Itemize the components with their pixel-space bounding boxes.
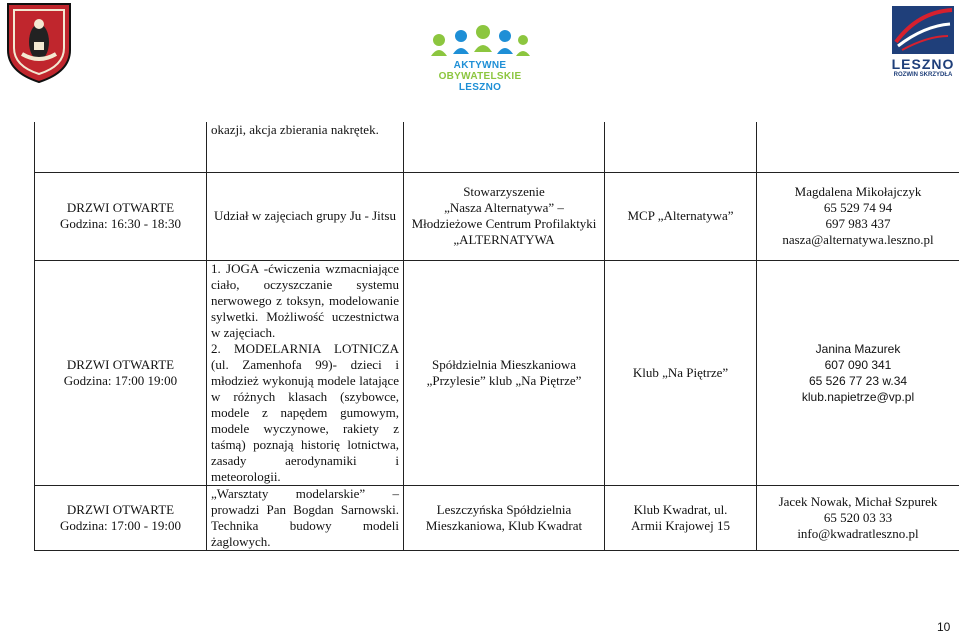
- contact-name: Janina Mazurek: [815, 341, 901, 356]
- contact-name: Magdalena Mikołajczyk: [794, 184, 922, 199]
- place-line: Armii Krajowej 15: [631, 517, 730, 533]
- organizer-line: Mieszkaniowa, Klub Kwadrat: [425, 517, 583, 533]
- time-label: DRZWI OTWARTE: [66, 200, 175, 215]
- schedule-table: [34, 122, 959, 551]
- organizer-line: „Przylesie” klub „Na Piętrze”: [426, 372, 582, 388]
- contact-phone: 697 983 437: [825, 216, 891, 231]
- activity-cell: „Warsztaty modelarskie” – prowadzi Pan Bogdan Sarnowski. Technika budowy modeli żaglowych.: [207, 485, 404, 550]
- organizer-line: Stowarzyszenie: [463, 184, 545, 199]
- contact-name: Jacek Nowak, Michał Szpurek: [778, 493, 938, 509]
- page-number: 10: [937, 620, 951, 634]
- ao-people-icon: [425, 22, 535, 60]
- contact-phone: 65 529 74 94: [823, 200, 893, 215]
- contact-email: nasza@alternatywa.leszno.pl: [782, 232, 934, 247]
- time-label: DRZWI OTWARTE: [66, 356, 175, 372]
- ao-logo-line2: OBYWATELSKIE: [438, 71, 522, 82]
- leszno-wings-icon: [888, 2, 958, 56]
- time-hours: Godzina: 17:00 19:00: [63, 372, 178, 388]
- table-row: [35, 122, 959, 172]
- organizer-cell: [404, 122, 605, 172]
- page-header: [0, 0, 959, 100]
- organizer-line: „Nasza Alternatywa” –: [444, 200, 564, 215]
- time-cell: [35, 485, 207, 550]
- contact-email: klub.napietrze@vp.pl: [801, 389, 915, 404]
- place-cell: Klub „Na Piętrze”: [605, 260, 757, 485]
- activity-cell: okazji, akcja zbierania nakrętek.: [207, 122, 404, 172]
- contact-cell: [757, 172, 959, 260]
- contact-phone: 65 520 03 33: [823, 509, 893, 525]
- activity-cell: [207, 260, 404, 485]
- leszno-logo-subtitle: ROZWIN SKRZYDŁA: [893, 72, 953, 78]
- contact-phone: 65 526 77 23 w.34: [808, 373, 908, 388]
- contact-phone: 607 090 341: [824, 357, 892, 372]
- contact-cell: [757, 260, 959, 485]
- time-cell: [35, 260, 207, 485]
- time-hours: Godzina: 16:30 - 18:30: [60, 216, 181, 231]
- contact-cell: [757, 485, 959, 550]
- leszno-logo-word: LESZNO: [891, 56, 955, 72]
- activity-paragraph: 2. MODELARNIA LOTNICZA (ul. Zamenhofa 99)- dzieci i młodzież wykonują modele latające w różnych klasach (szybowce, modele z napędem gumowym, modele wyczynowe, rakiety z taśmą) poznają historię lotnictwa, zasady aerodynamiki i meteorologii.: [211, 340, 399, 484]
- organizer-line: „ALTERNATYWA: [453, 232, 555, 247]
- place-line: Klub Kwadrat, ul.: [633, 501, 728, 517]
- time-cell: [35, 172, 207, 260]
- organizer-line: Leszczyńska Spółdzielnia: [436, 501, 572, 517]
- place-cell: [605, 485, 757, 550]
- table-row: [35, 485, 959, 550]
- table-row: [35, 260, 959, 485]
- aktywne-obywatelskie-leszno-logo: [425, 22, 535, 94]
- activity-paragraph: 1. JOGA -ćwiczenia wzmacniające ciało, oczyszczanie systemu nerwowego z toksyn, modelowanie sylwetki. Możliwość uczestnictwa w zajęciach.: [211, 260, 399, 340]
- time-cell: [35, 122, 207, 172]
- leszno-city-logo: [888, 2, 958, 82]
- table-row: [35, 172, 959, 260]
- organizer-line: Młodzieżowe Centrum Profilaktyki: [411, 216, 597, 231]
- organizer-cell: [404, 485, 605, 550]
- organizer-cell: [404, 172, 605, 260]
- contact-cell: [757, 122, 959, 172]
- leszno-coat-of-arms-logo: [4, 2, 74, 84]
- contact-email: info@kwadratleszno.pl: [797, 525, 919, 541]
- ao-logo-line1: AKTYWNE: [453, 60, 507, 71]
- activity-cell: Udział w zajęciach grupy Ju - Jitsu: [207, 172, 404, 260]
- ao-logo-line3: LESZNO: [458, 82, 502, 93]
- place-cell: [605, 122, 757, 172]
- organizer-line: Spółdzielnia Mieszkaniowa: [431, 356, 577, 372]
- place-cell: MCP „Alternatywa”: [605, 172, 757, 260]
- time-hours: Godzina: 17:00 - 19:00: [60, 517, 181, 533]
- organizer-cell: [404, 260, 605, 485]
- time-label: DRZWI OTWARTE: [66, 501, 175, 517]
